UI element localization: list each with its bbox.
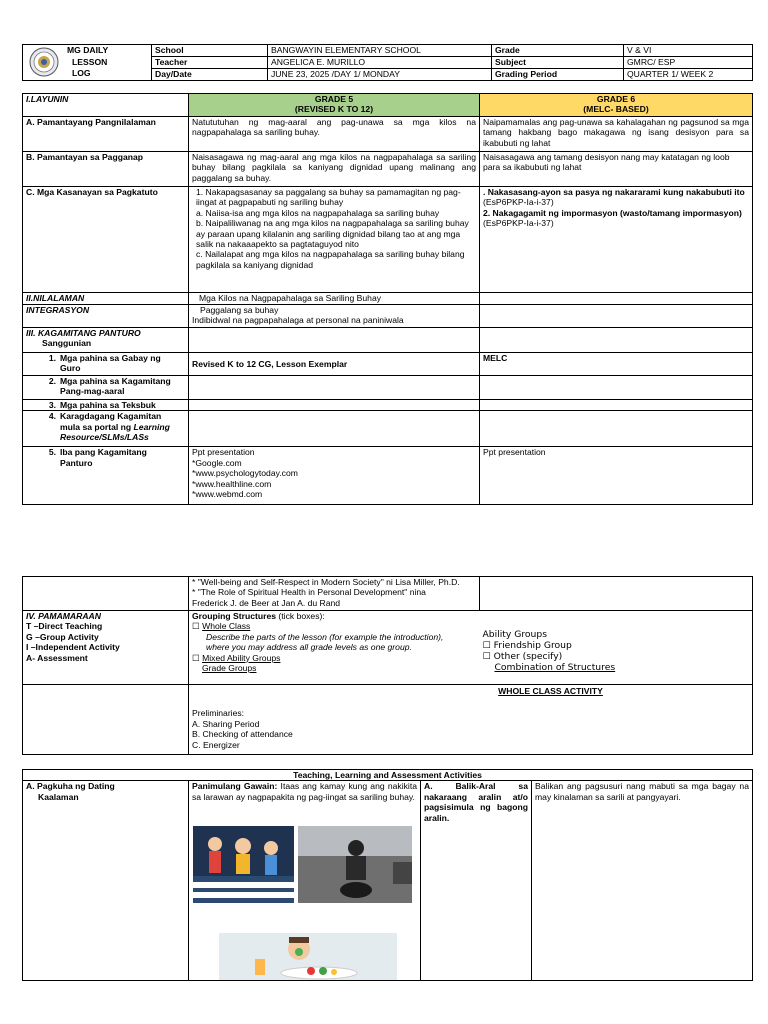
references-list: * "Well-being and Self-Respect in Modern Society" ni Lisa Miller, Ph.D. * "The Role of Spiritual Health in Personal Development" nina Frederick J. de Beer at Jan A. du Rand xyxy=(189,577,480,611)
competency-item: c. Nailalapat ang mga kilos na nagpapahalaga sa sariling buhay bilang pagkilala sa kaniyang dignidad xyxy=(196,249,465,270)
cell-empty xyxy=(480,577,753,611)
cell-text: Ppt presentation xyxy=(480,447,753,505)
balik-aral-label: A. Balik-Aral sa nakaraang aralin at/o pagsisimula ng bagong aralin. xyxy=(421,781,532,981)
resource-item: 2. Mga pahina sa Kagamitang Pang-mag-aaral xyxy=(23,376,189,400)
resource-item: 5. Iba pang Kagamitang Panturo xyxy=(23,447,189,505)
cell-empty xyxy=(480,328,753,353)
header-value: GMRC/ ESP xyxy=(624,57,753,69)
header-value: JUNE 23, 2025 /DAY 1/ MONDAY xyxy=(268,69,492,81)
balik-aral-text: Balikan ang pagsusuri nang mabuti sa mga bagay na may kinalaman sa sarili at pangyayari. xyxy=(532,781,753,981)
header-table xyxy=(22,44,753,81)
cell-empty xyxy=(480,411,753,447)
cell-text: Naisasagawa ang tamang desisyon nang may katatagan ng loob para sa ikabubuti ng lahat xyxy=(480,152,753,187)
objectives-table xyxy=(22,93,753,505)
header-label: Teacher xyxy=(152,57,268,69)
activities-table xyxy=(22,769,753,981)
competency-list-g6: . Nakasasang-ayon sa pasya ng nakararami kung nakabubuti ito (EsP6PKP-Ia-i-37) 2. Nakagagamit ng impormasyon (wasto/tamang impormasyon) (EsP6PKP-Ia-i-37) xyxy=(480,187,753,293)
checkbox-mixed-ability[interactable]: ☐ xyxy=(192,652,200,663)
cell-empty xyxy=(480,400,753,411)
header-label: Subject xyxy=(492,57,624,69)
procedure-table xyxy=(22,576,753,755)
row-label: B. Pamantayan sa Pagganap xyxy=(23,152,189,187)
cell-text: Natututuhan ng mag-aaral ang pag-unawa sa mga kilos na nagpapahalaga sa sariling buhay. xyxy=(189,117,480,152)
motorcycle-image xyxy=(298,826,412,903)
grouping-options: Ability Groups ☐ Friendship Group ☐ Other (specify) Combination of Structures xyxy=(480,611,753,685)
grade6-header: GRADE 6 (MELC- BASED) xyxy=(480,94,753,117)
header-value: QUARTER 1/ WEEK 2 xyxy=(624,69,753,81)
healthy-eating-image xyxy=(219,933,397,980)
cell-text: Naipamamalas ang pag-unawa sa kahalagahan ng pagsunod sa mga tamang hakbang bago makagawa ng isang desisyon para sa ikabubuti ng lahat xyxy=(480,117,753,152)
header-label: Grade xyxy=(492,45,624,57)
whole-class-activity-title: WHOLE CLASS ACTIVITY xyxy=(498,686,603,696)
checkbox-other[interactable]: ☐ xyxy=(482,650,491,662)
whole-class-activity: WHOLE CLASS ACTIVITY Preliminaries: A. Sharing Period B. Checking of attendance C. Energizer xyxy=(189,685,753,755)
grouping-structures: Grouping Structures (tick boxes): ☐ Whole Class Describe the parts of the lesson (for example the introduction), where you may address all grade levels as one group. ☐ Mixed Ability Groups Grade Groups xyxy=(189,611,480,685)
cell-text: Mga Kilos na Nagpapahalaga sa Sariling Buhay xyxy=(189,293,480,305)
other-resources-list: Ppt presentation *Google.com *www.psychologytoday.com *www.healthline.com *www.webmd.com xyxy=(189,447,480,505)
header-title-line: LESSON xyxy=(72,56,108,67)
cell-empty xyxy=(480,305,753,328)
resource-item: 1. Mga pahina sa Gabay ng Guro xyxy=(23,353,189,376)
competency-list xyxy=(189,187,480,293)
cell-empty xyxy=(189,328,480,353)
grade5-header: GRADE 5 (REVISED K TO 12) xyxy=(189,94,480,117)
cell-text: Revised K to 12 CG, Lesson Exemplar xyxy=(189,353,480,376)
deped-seal-icon xyxy=(29,47,59,77)
row-label: C. Mga Kasanayan sa Pagkatuto xyxy=(23,187,189,293)
cell-empty xyxy=(189,376,480,400)
panimulang-gawain: Panimulang Gawain: Itaas ang kamay kung ang nakikita sa larawan ay nagpapakita ng pag-iingat sa sariling buhay. xyxy=(189,781,421,981)
section-layunin: I.LAYUNIN xyxy=(23,94,189,117)
header-title-line: MG DAILY xyxy=(67,45,109,55)
competency-item: 1. Nakapagsasanay sa paggalang sa buhay sa pamamagitan ng pag-iingat at pagpapabuti ng sariling buhay xyxy=(196,187,461,208)
row-label: INTEGRASYON xyxy=(23,305,189,328)
row-label: A. Pamantayang Pangnilalaman xyxy=(23,117,189,152)
header-label: Day/Date xyxy=(152,69,268,81)
header-logo-cell xyxy=(23,45,152,81)
cell-text: Paggalang sa buhay Indibidwal na pagpapahalaga at personal na paniniwala xyxy=(189,305,480,328)
checkbox-friendship[interactable]: ☐ xyxy=(482,639,491,651)
crossing-children-image xyxy=(193,826,294,903)
cell-empty xyxy=(189,411,480,447)
cell-empty xyxy=(23,577,189,611)
row-label: II.NILALAMAN xyxy=(23,293,189,305)
cell-empty xyxy=(189,400,480,411)
resource-item: 3. Mga pahina sa Teksbuk xyxy=(23,400,189,411)
cell-text: MELC xyxy=(480,353,753,376)
row-label: III. KAGAMITANG PANTURO Sanggunian xyxy=(23,328,189,353)
cell-empty xyxy=(480,376,753,400)
activities-title: Teaching, Learning and Assessment Activities xyxy=(23,770,753,781)
header-label: Grading Period xyxy=(492,69,624,81)
header-title-line: LOG xyxy=(72,68,91,78)
header-value: ANGELICA E. MURILLO xyxy=(268,57,492,69)
competency-item: a. Naiisa-isa ang mga kilos na nagpapahalaga sa sariling buhay xyxy=(196,207,440,218)
procedure-legend: IV. PAMAMARAAN T –Direct Teaching G –Group Activity I –Independent Activity A- Assessment xyxy=(23,611,189,685)
header-label: School xyxy=(152,45,268,57)
header-value: BANGWAYIN ELEMENTARY SCHOOL xyxy=(268,45,492,57)
header-value: V & VI xyxy=(624,45,753,57)
row-label: A. Pagkuha ng Dating Kaalaman xyxy=(23,781,189,981)
competency-item: b. Naipaliliwanag na ang mga kilos na nagpapahalaga sa sariling buhay ay paraan upang kilalanin ang sariling dignidad bilang tao at ang mga salik na nakaaapekto sa pagtataguyod nito xyxy=(196,218,469,250)
cell-text: Naisasagawa ng mag-aaral ang mga kilos na nagpapahalaga sa sariling buhay bilang pagkilala sa kaniyang dignidad upang malinang ang paggalang sa buhay. xyxy=(189,152,480,187)
cell-empty xyxy=(480,293,753,305)
resource-item: 4. Karagdagang Kagamitan mula sa portal ng Learning Resource/SLMs/LASs xyxy=(23,411,189,447)
checkbox-whole-class[interactable]: ☐ xyxy=(192,621,200,632)
cell-empty xyxy=(23,685,189,755)
